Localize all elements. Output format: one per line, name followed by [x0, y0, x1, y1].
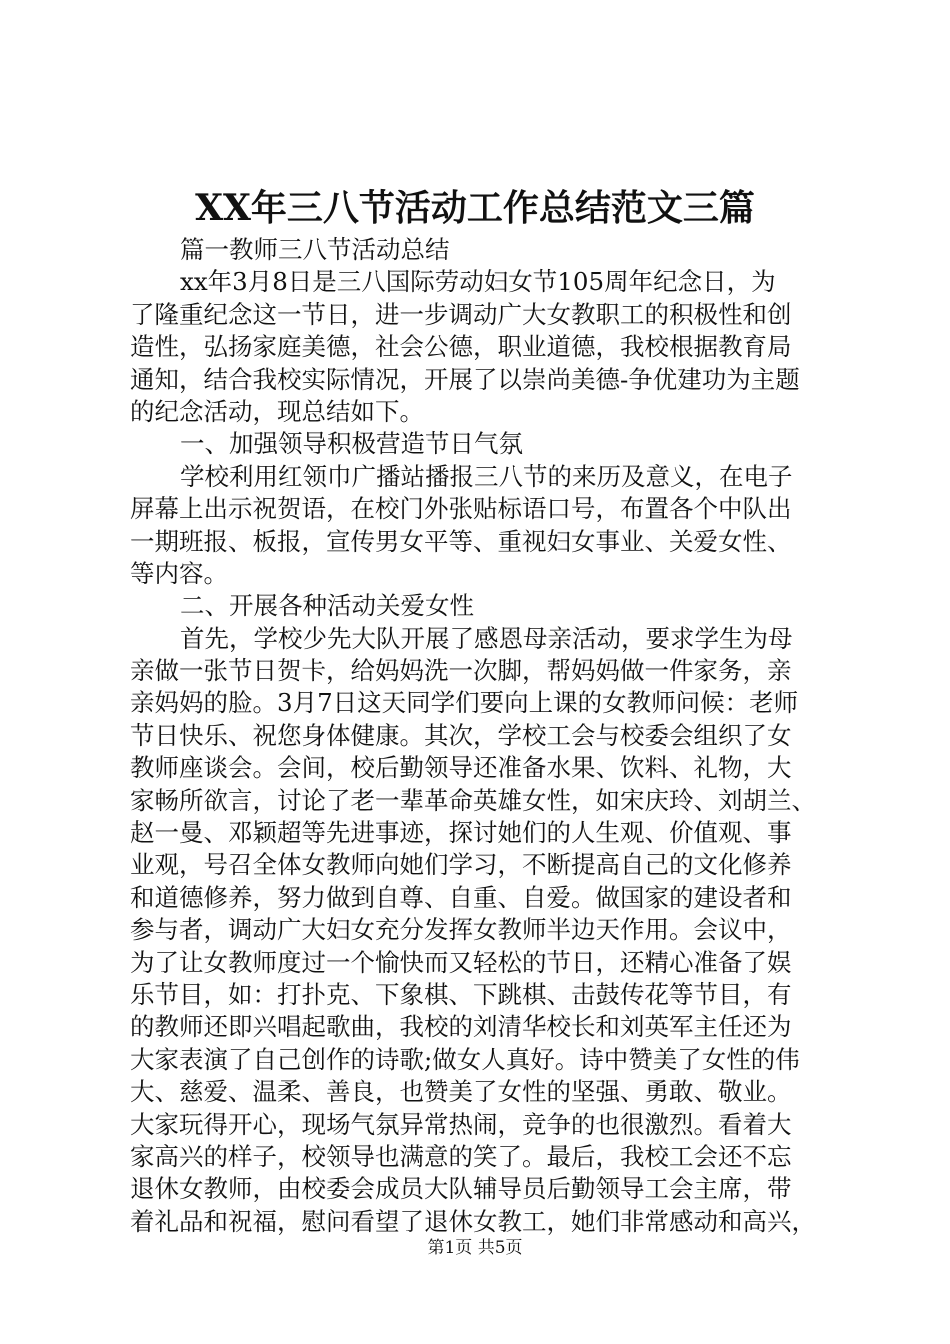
text-line: 大、慈爱、温柔、善良，也赞美了女性的坚强、勇敢、敬业。	[130, 1077, 792, 1107]
text-line: 等内容。	[130, 558, 228, 588]
document-body	[130, 234, 822, 1238]
text-line: 赵一曼、邓颖超等先进事迹，探讨她们的人生观、价值观、事	[130, 818, 792, 848]
text-line: 和道德修养，努力做到自尊、自重、自爱。做国家的建设者和	[130, 882, 792, 912]
text-line: 大家玩得开心，现场气氛异常热闹，竞争的也很激烈。看着大	[130, 1109, 792, 1139]
text-line: 一期班报、板报，宣传男女平等、重视妇女事业、关爱女性、	[130, 526, 792, 556]
section-heading: 篇一教师三八节活动总结	[180, 235, 450, 264]
text-line: 教师座谈会。会间，校后勤领导还准备水果、饮料、礼物，大	[130, 753, 792, 783]
text-line: 参与者，调动广大妇女充分发挥女教师半边天作用。会议中，	[130, 915, 792, 945]
text-line: xx年3月8日是三八国际劳动妇女节105周年纪念日，为	[180, 267, 776, 297]
text-line: 亲妈妈的脸。3月7日这天同学们要向上课的女教师问候：老师	[130, 688, 799, 718]
section-heading: 一、加强领导积极营造节日气氛	[180, 429, 523, 459]
text-line: 家高兴的样子，校领导也满意的笑了。最后，我校工会还不忘	[130, 1141, 792, 1171]
document-title: XX年三八节活动工作总结范文三篇	[195, 187, 755, 229]
text-line: 通知，结合我校实际情况，开展了以崇尚美德-争优建功为主题	[130, 364, 800, 394]
text-line: 屏幕上出示祝贺语，在校门外张贴标语口号，布置各个中队出	[130, 494, 792, 524]
text-line: 的教师还即兴唱起歌曲，我校的刘清华校长和刘英军主任还为	[130, 1012, 792, 1042]
text-line: 家畅所欲言，讨论了老一辈革命英雄女性，如宋庆玲、刘胡兰、	[130, 785, 816, 815]
text-line: 了隆重纪念这一节日，进一步调动广大女教职工的积极性和创	[130, 299, 792, 329]
text-line: 节日快乐、祝您身体健康。其次，学校工会与校委会组织了女	[130, 720, 792, 750]
text-line: 为了让女教师度过一个愉快而又轻松的节日，还精心准备了娱	[130, 947, 792, 977]
text-line: 乐节目，如：打扑克、下象棋、下跳棋、击鼓传花等节目，有	[130, 979, 792, 1009]
page-footer: 第1页 共5页	[427, 1238, 523, 1258]
section-heading: 二、开展各种活动关爱女性	[180, 591, 474, 621]
text-line: 学校利用红领巾广播站播报三八节的来历及意义，在电子	[180, 461, 793, 491]
text-line: 退休女教师，由校委会成员大队辅导员后勤领导工会主席，带	[130, 1174, 792, 1204]
text-line: 亲做一张节日贺卡，给妈妈洗一次脚，帮妈妈做一件家务，亲	[130, 656, 792, 686]
text-line: 的纪念活动，现总结如下。	[130, 396, 424, 426]
text-line: 业观，号召全体女教师向她们学习，不断提高自己的文化修养	[130, 850, 792, 880]
text-line: 大家表演了自己创作的诗歌;做女人真好。诗中赞美了女性的伟	[130, 1044, 800, 1074]
text-line: 造性，弘扬家庭美德，社会公德，职业道德，我校根据教育局	[130, 332, 792, 362]
text-line: 首先，学校少先大队开展了感恩母亲活动，要求学生为母	[180, 623, 793, 653]
text-line: 着礼品和祝福，慰问看望了退休女教工，她们非常感动和高兴，	[130, 1206, 816, 1236]
